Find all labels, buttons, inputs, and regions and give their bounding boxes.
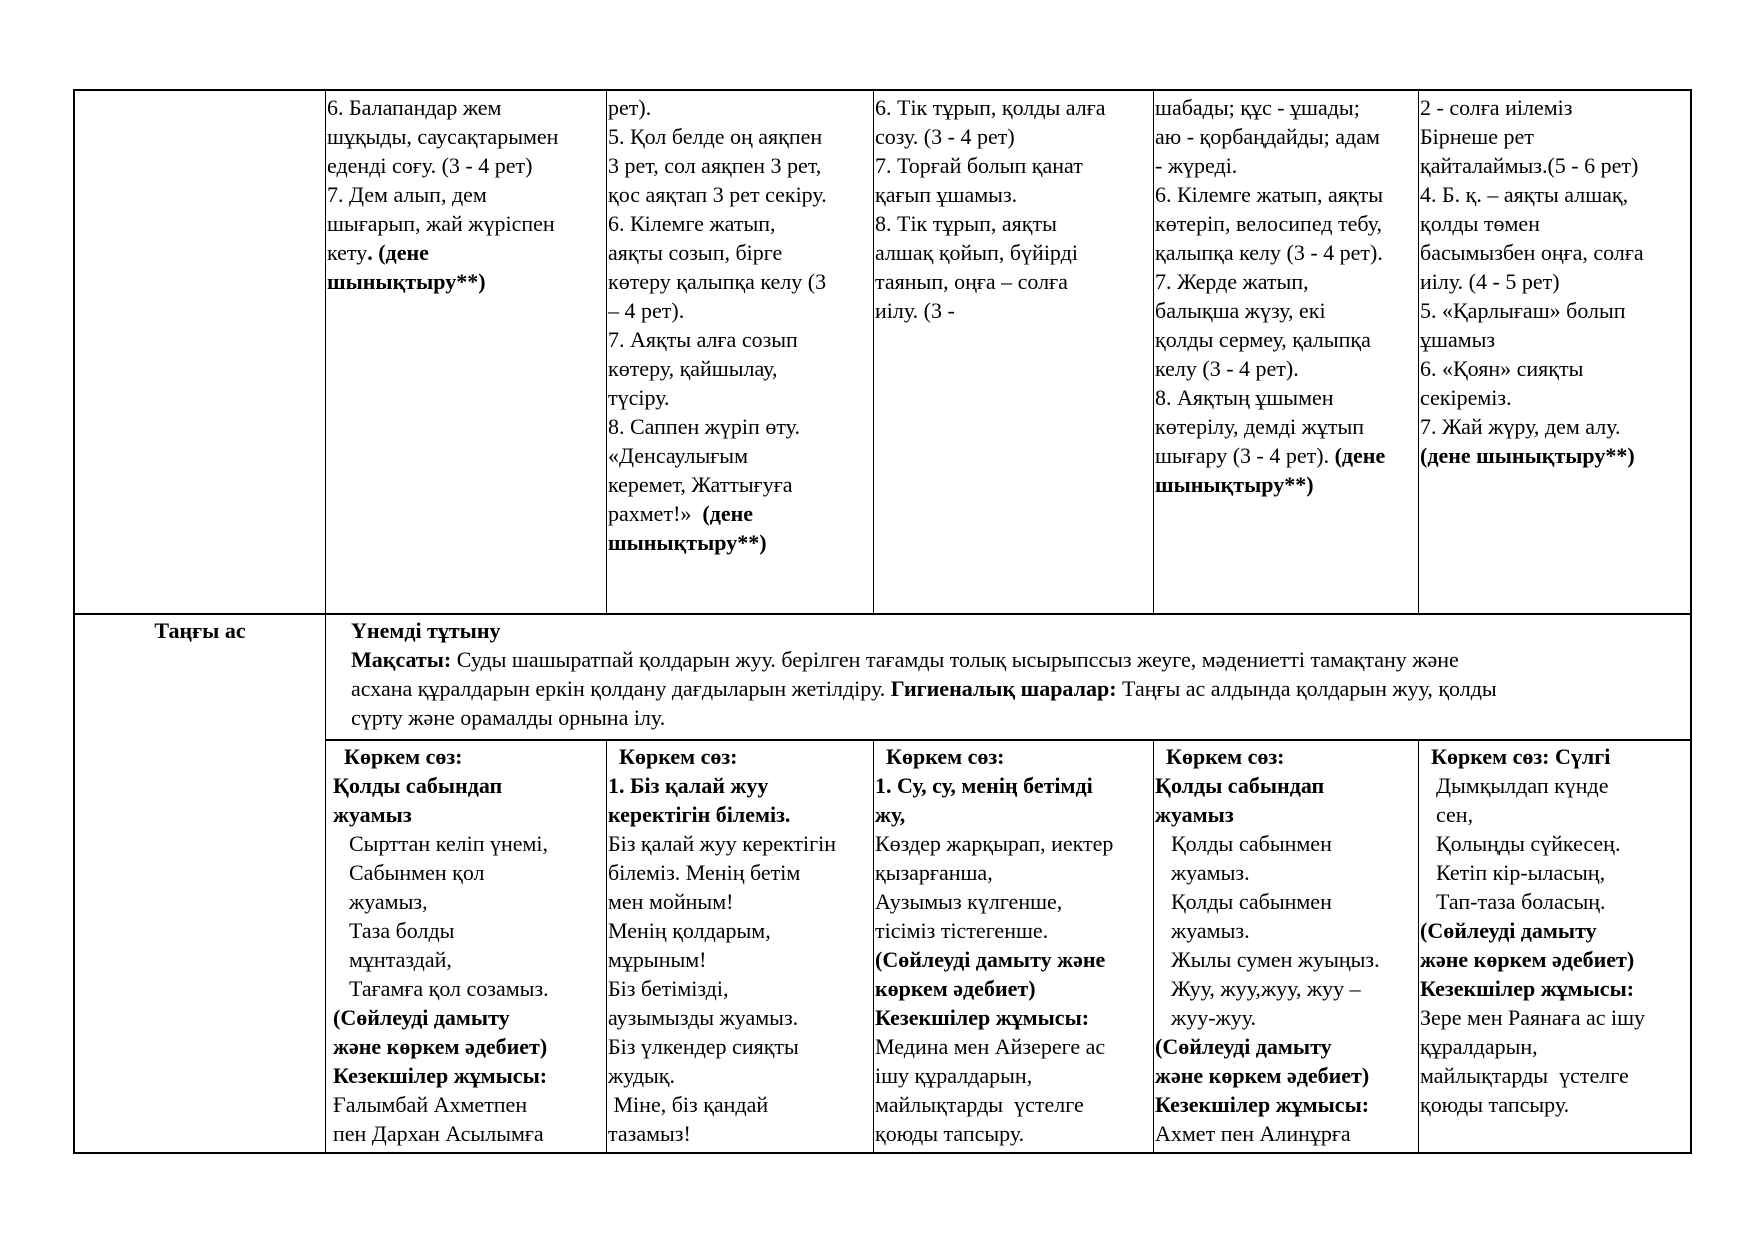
text-line bbox=[1420, 383, 1688, 412]
text-line-content: майлықтарды үстелге bbox=[875, 1092, 1084, 1117]
text-line-content: Кезекшілер жұмысы: bbox=[875, 1005, 1090, 1030]
text-line-content: созу. (3 - 4 рет) bbox=[875, 124, 1015, 149]
text-line-bold-tail: (дене bbox=[702, 501, 754, 526]
text-line-content: Сырттан келіп үнемі, bbox=[349, 831, 549, 856]
text-line-content: Кезекшілер жұмысы: bbox=[333, 1063, 548, 1088]
text-line-content: таянып, оңға – солға bbox=[875, 269, 1068, 294]
text-line-content: Көркем сөз: bbox=[875, 744, 1005, 769]
text-line-content: секіреміз. bbox=[1420, 385, 1512, 410]
row-label-breakfast: Таңғы ас bbox=[154, 618, 246, 643]
hygiene-label: Гигиеналық шаралар: bbox=[890, 676, 1117, 701]
poem-cell-2 bbox=[608, 742, 872, 1148]
text-line-content: сен, bbox=[1436, 802, 1474, 827]
text-line bbox=[608, 945, 872, 974]
text-line bbox=[608, 209, 872, 238]
text-line bbox=[875, 1032, 1152, 1061]
text-line bbox=[608, 441, 872, 470]
text-line-content: Менің қолдарым, bbox=[608, 918, 771, 943]
text-line bbox=[1155, 829, 1417, 858]
text-line bbox=[1155, 122, 1417, 151]
text-line-content: рет). bbox=[608, 95, 652, 120]
text-line bbox=[608, 151, 872, 180]
text-line-content: 8. Тік тұрып, аяқты bbox=[875, 211, 1057, 236]
text-line-content: 2 - солға иілеміз bbox=[1420, 95, 1573, 120]
text-line bbox=[1155, 441, 1417, 470]
text-line bbox=[1420, 151, 1688, 180]
text-line bbox=[333, 829, 605, 858]
text-line-content: қолды сермеу, қалыпқа bbox=[1155, 327, 1371, 352]
text-line-content: жуамыз, bbox=[349, 889, 428, 914]
text-line-content: шұқыды, саусақтарымен bbox=[327, 124, 559, 149]
text-line-content: Қолыңды сүйкесең. bbox=[1436, 831, 1621, 856]
text-line-content: көтеру қалыпқа келу (3 bbox=[608, 269, 827, 294]
text-line-content: Көркем сөз: Сүлгі bbox=[1420, 744, 1611, 769]
text-line-content: шабады; құс - ұшады; bbox=[1155, 95, 1360, 120]
text-line bbox=[875, 151, 1152, 180]
text-line bbox=[608, 1032, 872, 1061]
text-line bbox=[327, 151, 605, 180]
text-line-content: қағып ұшамыз. bbox=[875, 182, 1018, 207]
text-line bbox=[1155, 93, 1417, 122]
section-title: Үнемді тұтыну bbox=[351, 618, 501, 643]
text-line-content: (Сөйлеуді дамыту және bbox=[875, 947, 1106, 972]
text-line bbox=[608, 93, 872, 122]
text-line bbox=[1420, 916, 1688, 945]
text-line-content: жуу-жуу. bbox=[1171, 1005, 1257, 1030]
text-line-content: 6. Тік тұрып, қолды алға bbox=[875, 95, 1106, 120]
text-line-content: 1. Су, су, менің бетімді bbox=[875, 773, 1093, 798]
text-line-content: жуамыз bbox=[1155, 802, 1234, 827]
text-line bbox=[608, 180, 872, 209]
text-line-content: жу, bbox=[875, 802, 906, 827]
text-line-content: Қолды сабындап bbox=[333, 773, 503, 798]
text-line-content: алшақ қойып, бүйірді bbox=[875, 240, 1078, 265]
text-line-content: мұрыным! bbox=[608, 947, 707, 972]
text-line-content: «Денсаулығым bbox=[608, 443, 749, 468]
text-line-content: Тап-таза боласың. bbox=[1436, 889, 1606, 914]
text-line-bold-tail: . (дене bbox=[367, 240, 429, 265]
text-line-content: 5. Қол белде оң аяқпен bbox=[608, 124, 823, 149]
text-line bbox=[608, 528, 872, 557]
text-line-content: қоюды тапсыру. bbox=[875, 1121, 1025, 1146]
column-divider bbox=[1153, 89, 1154, 614]
text-line-content: шығарып, жай жүріспен bbox=[327, 211, 555, 236]
text-line-content: Аузымыз күлгенше, bbox=[875, 889, 1063, 914]
text-line bbox=[1155, 800, 1417, 829]
text-line bbox=[1155, 1090, 1417, 1119]
text-line-content: аяқты созып, бірге bbox=[608, 240, 783, 265]
schedule-table bbox=[73, 89, 1692, 1154]
text-line bbox=[333, 1090, 605, 1119]
text-line-content: түсіру. bbox=[608, 385, 670, 410]
text-line bbox=[1420, 209, 1688, 238]
text-line-content: қос аяқтап 3 рет секіру. bbox=[608, 182, 827, 207]
text-line bbox=[1155, 1119, 1417, 1148]
text-line-content: ұшамыз bbox=[1420, 327, 1496, 352]
text-line-content: Біз үлкендер сияқты bbox=[608, 1034, 799, 1059]
text-line-content: шынықтыру**) bbox=[327, 269, 486, 294]
text-line bbox=[1155, 858, 1417, 887]
text-line-content: қызарғанша, bbox=[875, 860, 993, 885]
text-line bbox=[333, 771, 605, 800]
text-line-content: басымызбен оңға, солға bbox=[1420, 240, 1644, 265]
text-line-content: Кезекшілер жұмысы: bbox=[1420, 976, 1635, 1001]
text-line bbox=[1420, 1032, 1688, 1061]
text-line-bold-tail: (дене bbox=[1334, 443, 1386, 468]
text-line bbox=[1420, 267, 1688, 296]
text-line bbox=[608, 499, 872, 528]
column-divider bbox=[1418, 740, 1419, 1154]
text-line bbox=[875, 887, 1152, 916]
text-line bbox=[875, 1090, 1152, 1119]
text-line bbox=[608, 325, 872, 354]
text-line-content: көркем әдебиет) bbox=[875, 976, 1036, 1001]
column-divider bbox=[606, 89, 607, 614]
text-line bbox=[1155, 354, 1417, 383]
text-line bbox=[1155, 470, 1417, 499]
goal-line-2 bbox=[351, 674, 1687, 703]
text-line-content: келу (3 - 4 рет). bbox=[1155, 356, 1299, 381]
text-line bbox=[327, 122, 605, 151]
text-line-content: керектігін білеміз. bbox=[608, 802, 791, 827]
text-line-content: көтерілу, демді жұтып bbox=[1155, 414, 1365, 439]
text-line bbox=[608, 296, 872, 325]
text-line-content: ішу құралдарын, bbox=[875, 1063, 1033, 1088]
text-line bbox=[875, 180, 1152, 209]
poem-cell-1 bbox=[333, 742, 605, 1148]
text-line bbox=[1155, 742, 1417, 771]
text-line-content: (Сөйлеуді дамыту bbox=[1420, 918, 1597, 943]
text-line-content: тазамыз! bbox=[608, 1121, 691, 1146]
text-line bbox=[1155, 383, 1417, 412]
text-line-content: Көздер жарқырап, иектер bbox=[875, 831, 1114, 856]
text-line bbox=[1420, 1090, 1688, 1119]
exercise-cell-3 bbox=[875, 93, 1152, 325]
text-line bbox=[1155, 296, 1417, 325]
text-line-content: Қолды сабынмен bbox=[1171, 889, 1332, 914]
text-line bbox=[608, 829, 872, 858]
text-line-content: 5. «Қарлығаш» болып bbox=[1420, 298, 1626, 323]
text-line bbox=[1420, 945, 1688, 974]
text-line-content: пен Дархан Асылымға bbox=[333, 1121, 544, 1146]
text-line-content: Біз қалай жуу керектігін bbox=[608, 831, 837, 856]
text-line bbox=[875, 238, 1152, 267]
text-line-content: Сабынмен қол bbox=[349, 860, 485, 885]
goal-label: Мақсаты: bbox=[351, 647, 452, 672]
column-divider bbox=[325, 89, 326, 1154]
text-line-content: 7. Торғай болып қанат bbox=[875, 153, 1083, 178]
text-line-content: – 4 рет). bbox=[608, 298, 685, 323]
text-line-content: Қолды сабынмен bbox=[1171, 831, 1332, 856]
text-line bbox=[1420, 800, 1688, 829]
text-line-content: Жуу, жуу,жуу, жуу – bbox=[1171, 976, 1361, 1001]
text-line bbox=[327, 238, 605, 267]
text-line bbox=[1420, 180, 1688, 209]
text-line-content: Тағамға қол созамыз. bbox=[349, 976, 549, 1001]
text-line-content: майлықтарды үстелге bbox=[1420, 1063, 1629, 1088]
text-line-content: және көркем әдебиет) bbox=[1155, 1063, 1370, 1088]
text-line bbox=[608, 354, 872, 383]
text-line bbox=[1420, 412, 1688, 441]
text-line bbox=[608, 800, 872, 829]
text-line-content: 6. Кілемге жатып, аяқты bbox=[1155, 182, 1383, 207]
text-line-content: 8. Аяқтың ұшымен bbox=[1155, 385, 1334, 410]
text-line bbox=[875, 829, 1152, 858]
text-line bbox=[333, 974, 605, 1003]
text-line-content: Көркем сөз: bbox=[333, 744, 463, 769]
text-line-content: Ғалымбай Ахметпен bbox=[333, 1092, 528, 1117]
text-line-content: Біз бетімізді, bbox=[608, 976, 729, 1001]
text-line bbox=[608, 412, 872, 441]
text-line-content: шынықтыру**) bbox=[1155, 472, 1314, 497]
text-line bbox=[327, 267, 605, 296]
text-line bbox=[608, 470, 872, 499]
text-line bbox=[1155, 412, 1417, 441]
text-line-content: қайталаймыз.(5 - 6 рет) bbox=[1420, 153, 1639, 178]
text-line-content: Қолды сабындап bbox=[1155, 773, 1325, 798]
text-line-content: 7. Аяқты алға созып bbox=[608, 327, 798, 352]
text-line bbox=[1420, 122, 1688, 151]
text-line bbox=[333, 887, 605, 916]
text-line bbox=[875, 1003, 1152, 1032]
breakfast-goal-block bbox=[351, 616, 1687, 732]
row-divider bbox=[325, 739, 1692, 741]
text-line-content: 3 рет, сол аяқпен 3 рет, bbox=[608, 153, 822, 178]
text-line-content: Бірнеше рет bbox=[1420, 124, 1534, 149]
text-line bbox=[608, 916, 872, 945]
text-line-content: жуамыз. bbox=[1171, 918, 1250, 943]
text-line-content: Зере мен Раянаға ас ішу bbox=[1420, 1005, 1646, 1030]
text-line bbox=[608, 1119, 872, 1148]
text-line bbox=[875, 1061, 1152, 1090]
text-line bbox=[1420, 974, 1688, 1003]
text-line bbox=[333, 1003, 605, 1032]
text-line bbox=[333, 858, 605, 887]
text-line bbox=[608, 383, 872, 412]
text-line bbox=[875, 209, 1152, 238]
text-line-content: 7. Жай жүру, дем алу. bbox=[1420, 414, 1621, 439]
text-line bbox=[875, 296, 1152, 325]
goal-line-1 bbox=[351, 645, 1687, 674]
text-line-content: Таза болды bbox=[349, 918, 455, 943]
text-line-content: еденді соғу. (3 - 4 рет) bbox=[327, 153, 533, 178]
text-line-content: Көркем сөз: bbox=[608, 744, 738, 769]
text-line-content: мен мойным! bbox=[608, 889, 734, 914]
text-line bbox=[1155, 209, 1417, 238]
text-line bbox=[875, 974, 1152, 1003]
table-border-bottom bbox=[73, 1152, 1692, 1154]
text-line bbox=[608, 771, 872, 800]
text-line-content: көтеру, қайшылау, bbox=[608, 356, 778, 381]
poem-cell-5 bbox=[1420, 742, 1688, 1119]
column-divider bbox=[1153, 740, 1154, 1154]
exercise-cell-1 bbox=[327, 93, 605, 296]
text-line bbox=[1155, 151, 1417, 180]
text-line bbox=[875, 916, 1152, 945]
text-line bbox=[1420, 441, 1688, 470]
text-line-content: иілу. (4 - 5 рет) bbox=[1420, 269, 1560, 294]
text-line-content: қалыпқа келу (3 - 4 рет). bbox=[1155, 240, 1383, 265]
text-line-content: Кезекшілер жұмысы: bbox=[1155, 1092, 1370, 1117]
poem-cell-3 bbox=[875, 742, 1152, 1148]
text-line-content: 6. «Қоян» сияқты bbox=[1420, 356, 1584, 381]
text-line bbox=[608, 974, 872, 1003]
poem-cell-4 bbox=[1155, 742, 1417, 1148]
text-line bbox=[875, 858, 1152, 887]
text-line bbox=[1420, 887, 1688, 916]
text-line bbox=[1155, 945, 1417, 974]
text-line-content: аузымызды жуамыз. bbox=[608, 1005, 799, 1030]
text-line bbox=[1420, 742, 1688, 771]
text-line bbox=[608, 122, 872, 151]
text-line bbox=[333, 1119, 605, 1148]
exercise-cell-2 bbox=[608, 93, 872, 557]
text-line bbox=[608, 267, 872, 296]
text-line-content: керемет, Жаттығуға bbox=[608, 472, 793, 497]
text-line bbox=[1155, 974, 1417, 1003]
text-line bbox=[1420, 858, 1688, 887]
text-line bbox=[608, 887, 872, 916]
goal-text: Суды шашыратпай қолдарын жуу. берілген тағамды толық ысырыпссыз жеуге, мәдениетті тамақтану және bbox=[451, 647, 1459, 672]
text-line-content: кету bbox=[327, 240, 368, 265]
text-line-content: иілу. (3 - bbox=[875, 298, 955, 323]
text-line-content: Ахмет пен Алинұрға bbox=[1155, 1121, 1351, 1146]
text-line bbox=[875, 800, 1152, 829]
text-line bbox=[1155, 771, 1417, 800]
row-divider bbox=[73, 613, 1692, 615]
text-line-content: (Сөйлеуді дамыту bbox=[333, 1005, 510, 1030]
text-line-content: балықша жүзу, екі bbox=[1155, 298, 1326, 323]
text-line-content: (дене шынықтыру**) bbox=[1420, 443, 1635, 468]
text-line bbox=[1420, 354, 1688, 383]
goal-text-2: асхана құралдарын еркін қолдану дағдыларын жетілдіру. bbox=[351, 676, 891, 701]
text-line-content: 7. Жерде жатып, bbox=[1155, 269, 1309, 294]
text-line-content: жудық. bbox=[608, 1063, 675, 1088]
text-line bbox=[1420, 1003, 1688, 1032]
text-line bbox=[327, 209, 605, 238]
text-line-content: Дымқылдап күнде bbox=[1436, 773, 1609, 798]
text-line bbox=[608, 238, 872, 267]
text-line-content: және көркем әдебиет) bbox=[1420, 947, 1635, 972]
text-line bbox=[1420, 296, 1688, 325]
goal-line-3: сүрту және орамалды орнына ілу. bbox=[351, 705, 666, 730]
text-line-content: 4. Б. қ. – аяқты алшақ, bbox=[1420, 182, 1629, 207]
table-border-top bbox=[73, 89, 1692, 91]
text-line-content: қолды төмен bbox=[1420, 211, 1540, 236]
text-line bbox=[1155, 267, 1417, 296]
text-line-content: білеміз. Менің бетім bbox=[608, 860, 801, 885]
text-line-content: шынықтыру**) bbox=[608, 530, 767, 555]
text-line bbox=[1155, 180, 1417, 209]
text-line bbox=[1420, 93, 1688, 122]
text-line-content: 7. Дем алып, дем bbox=[327, 182, 487, 207]
text-line bbox=[1155, 887, 1417, 916]
text-line bbox=[1420, 771, 1688, 800]
text-line bbox=[608, 742, 872, 771]
text-line bbox=[1155, 1032, 1417, 1061]
text-line bbox=[1155, 325, 1417, 354]
text-line bbox=[1420, 325, 1688, 354]
text-line bbox=[333, 1061, 605, 1090]
text-line bbox=[333, 742, 605, 771]
text-line bbox=[327, 93, 605, 122]
text-line bbox=[1420, 238, 1688, 267]
text-line bbox=[333, 916, 605, 945]
text-line-content: жуамыз. bbox=[1171, 860, 1250, 885]
text-line bbox=[333, 800, 605, 829]
text-line bbox=[875, 93, 1152, 122]
text-line bbox=[333, 1032, 605, 1061]
text-line-content: шығару (3 - 4 рет). bbox=[1155, 443, 1335, 468]
text-line bbox=[1420, 829, 1688, 858]
text-line-content: мұнтаздай, bbox=[349, 947, 452, 972]
text-line-content: рахмет!» bbox=[608, 501, 703, 526]
text-line-content: - жүреді. bbox=[1155, 153, 1238, 178]
text-line-content: Кетіп кір-ыласың, bbox=[1436, 860, 1606, 885]
column-divider bbox=[1418, 89, 1419, 614]
text-line-content: 1. Біз қалай жуу bbox=[608, 773, 769, 798]
text-line bbox=[875, 945, 1152, 974]
table-border-right bbox=[1690, 89, 1692, 1154]
text-line-content: қоюды тапсыру. bbox=[1420, 1092, 1570, 1117]
text-line bbox=[875, 742, 1152, 771]
text-line bbox=[1155, 1061, 1417, 1090]
text-line-content: 6. Кілемге жатып, bbox=[608, 211, 776, 236]
text-line bbox=[875, 122, 1152, 151]
column-divider bbox=[873, 740, 874, 1154]
text-line-content: Жылы сумен жуыңыз. bbox=[1171, 947, 1380, 972]
text-line-content: жуамыз bbox=[333, 802, 412, 827]
text-line bbox=[1420, 1061, 1688, 1090]
text-line-content: аю - қорбаңдайды; адам bbox=[1155, 124, 1380, 149]
exercise-cell-5 bbox=[1420, 93, 1688, 470]
hygiene-text: Таңғы ас алдында қолдарын жуу, қолды bbox=[1116, 676, 1497, 701]
text-line bbox=[333, 945, 605, 974]
text-line bbox=[875, 771, 1152, 800]
text-line bbox=[327, 180, 605, 209]
text-line-content: көтеріп, велосипед тебу, bbox=[1155, 211, 1383, 236]
exercise-cell-4 bbox=[1155, 93, 1417, 499]
text-line-content: 6. Балапандар жем bbox=[327, 95, 502, 120]
text-line-content: құралдарын, bbox=[1420, 1034, 1538, 1059]
column-divider bbox=[873, 89, 874, 614]
text-line bbox=[1155, 1003, 1417, 1032]
text-line-content: және көркем әдебиет) bbox=[333, 1034, 548, 1059]
text-line-content: Көркем сөз: bbox=[1155, 744, 1285, 769]
text-line-content: тісіміз тістегенше. bbox=[875, 918, 1049, 943]
text-line bbox=[875, 1119, 1152, 1148]
text-line bbox=[608, 1090, 872, 1119]
text-line-content: Медина мен Айзереге ас bbox=[875, 1034, 1106, 1059]
text-line-content: (Сөйлеуді дамыту bbox=[1155, 1034, 1332, 1059]
text-line bbox=[608, 1003, 872, 1032]
text-line bbox=[1155, 916, 1417, 945]
text-line bbox=[1155, 238, 1417, 267]
text-line bbox=[875, 267, 1152, 296]
text-line-content: 8. Саппен жүріп өту. bbox=[608, 414, 800, 439]
column-divider bbox=[606, 740, 607, 1154]
text-line bbox=[608, 858, 872, 887]
text-line-content: Міне, біз қандай bbox=[608, 1092, 769, 1117]
text-line bbox=[608, 1061, 872, 1090]
